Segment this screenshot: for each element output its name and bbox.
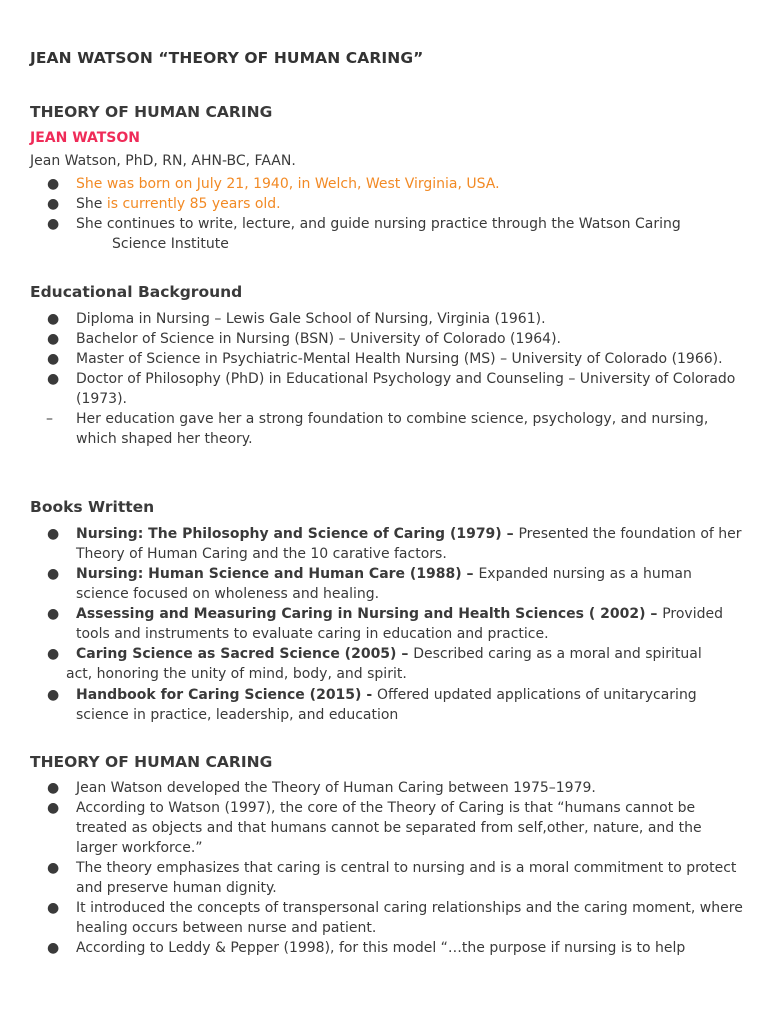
list-item: [0, 349, 768, 369]
bullet-icon: ●: [47, 351, 60, 367]
document-title: JEAN WATSON “THEORY OF HUMAN CARING”: [30, 49, 424, 67]
bullet-icon: ●: [47, 800, 60, 816]
bullet-icon: ●: [47, 196, 60, 212]
bullet-icon: ●: [47, 900, 60, 916]
list-item: [0, 798, 768, 858]
bullet-icon: ●: [47, 216, 60, 232]
dash-icon: –: [46, 411, 53, 427]
education-heading: Educational Background: [30, 283, 243, 301]
book-separator: –: [501, 526, 519, 542]
book-description: Offered updated applications of unitarycaring science in practice, leadership, and education: [76, 687, 697, 723]
list-item: [0, 778, 768, 798]
book-title: Assessing and Measuring Caring in Nursing and Health Sciences ( 2002): [76, 606, 646, 622]
education-list: [0, 309, 768, 449]
bullet-icon: ●: [47, 371, 60, 387]
books-list: [0, 524, 768, 725]
book-separator: –: [461, 566, 479, 582]
bullet-icon: ●: [47, 331, 60, 347]
bullet-icon: ●: [47, 176, 60, 192]
list-item: [0, 938, 768, 958]
intro-list: [0, 174, 768, 254]
bullet-icon: ●: [47, 526, 60, 542]
list-item: [0, 309, 768, 329]
theory-item: Jean Watson developed the Theory of Human Caring between 1975–1979.: [76, 780, 596, 796]
book-title: Caring Science as Sacred Science (2005): [76, 646, 397, 662]
book-separator: –: [645, 606, 663, 622]
book-title: Handbook for Caring Science (2015): [76, 687, 362, 703]
theory-item: According to Watson (1997), the core of the Theory of Caring is that “humans cannot be treated as objects and that humans cannot be separated from self,other, nature, and the larger workforce.”: [76, 800, 702, 856]
bullet-icon: ●: [47, 687, 60, 703]
book-title: Nursing: The Philosophy and Science of Caring (1979): [76, 526, 502, 542]
list-item: [0, 524, 768, 564]
book-separator: –: [396, 646, 414, 662]
book-description-cont: act, honoring the unity of mind, body, and spirit.: [66, 666, 407, 682]
education-note: Her education gave her a strong foundation to combine science, psychology, and nursing, which shaped her theory.: [76, 411, 709, 447]
bullet-icon: ●: [47, 566, 60, 582]
book-separator: -: [361, 687, 378, 703]
list-item: [0, 685, 768, 725]
list-item: [0, 174, 768, 194]
continues-line2: Science Institute: [112, 236, 229, 252]
bullet-icon: ●: [47, 606, 60, 622]
education-item: Diploma in Nursing – Lewis Gale School of Nursing, Virginia (1961).: [76, 311, 546, 327]
theory-item: The theory emphasizes that caring is central to nursing and is a moral commitment to protect and preserve human dignity.: [76, 860, 737, 896]
bullet-icon: ●: [47, 860, 60, 876]
list-item: [0, 194, 768, 214]
author-name: JEAN WATSON: [30, 130, 141, 146]
list-item: [0, 409, 768, 449]
education-item: Doctor of Philosophy (PhD) in Educational Psychology and Counseling – University of Colorado (1973).: [76, 371, 736, 407]
list-item: [0, 644, 768, 684]
book-description: Expanded nursing as a human science focused on wholeness and healing.: [76, 566, 692, 602]
bullet-icon: ●: [47, 646, 60, 662]
bullet-icon: ●: [47, 940, 60, 956]
list-item: [0, 369, 768, 409]
bullet-icon: ●: [47, 780, 60, 796]
theory-list: [0, 778, 768, 958]
book-description: Presented the foundation of her Theory of Human Caring and the 10 carative factors.: [76, 526, 742, 562]
author-credentials: Jean Watson, PhD, RN, AHN-BC, FAAN.: [30, 153, 296, 169]
education-item: Master of Science in Psychiatric-Mental Health Nursing (MS) – University of Colorado (1966).: [76, 351, 723, 367]
book-description: Described caring as a moral and spiritual: [413, 646, 702, 662]
age-prefix: She: [76, 196, 107, 212]
theory-item: It introduced the concepts of transpersonal caring relationships and the caring moment, where healing occurs between nurse and patient.: [76, 900, 743, 936]
intro-heading: THEORY OF HUMAN CARING: [30, 103, 273, 121]
list-item: [0, 214, 768, 254]
education-item: Bachelor of Science in Nursing (BSN) – University of Colorado (1964).: [76, 331, 561, 347]
continues-line1: She continues to write, lecture, and guide nursing practice through the Watson Caring: [76, 216, 681, 232]
theory-heading: THEORY OF HUMAN CARING: [30, 753, 273, 771]
list-item: [0, 329, 768, 349]
list-item: [0, 858, 768, 898]
theory-item: According to Leddy & Pepper (1998), for this model “…the purpose if nursing is to help: [76, 940, 686, 956]
book-title: Nursing: Human Science and Human Care (1988): [76, 566, 462, 582]
list-item: [0, 564, 768, 604]
list-item: [0, 898, 768, 938]
book-description: Provided tools and instruments to evaluate caring in education and practice.: [76, 606, 723, 642]
birth-info: She was born on July 21, 1940, in Welch, West Virginia, USA.: [76, 176, 500, 192]
age-info: is currently 85 years old.: [106, 196, 281, 212]
books-heading: Books Written: [30, 498, 155, 516]
list-item: [0, 604, 768, 644]
bullet-icon: ●: [47, 311, 60, 327]
